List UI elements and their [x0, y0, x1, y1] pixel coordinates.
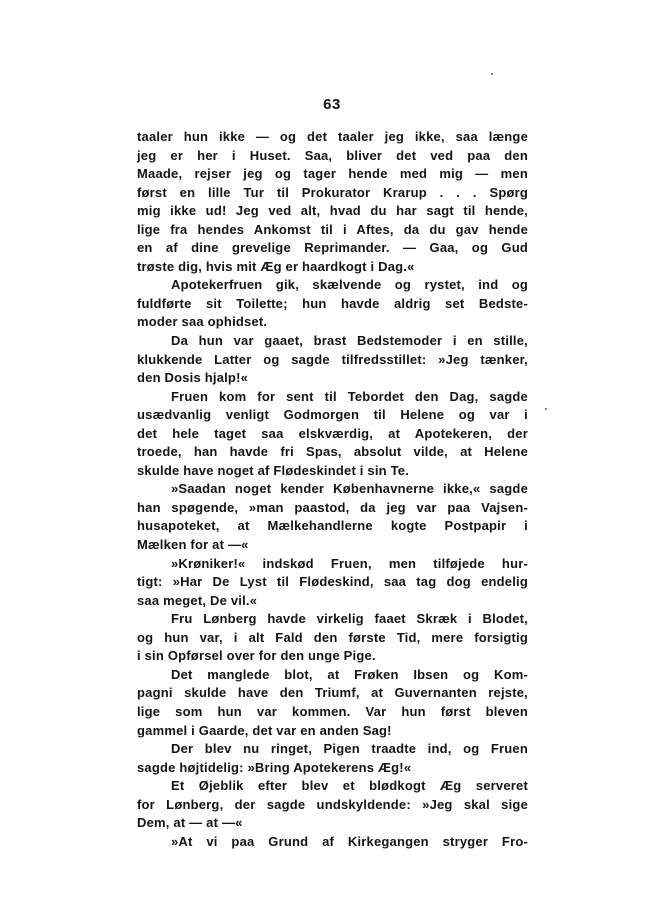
text-line: usædvanlig venligt Godmorgen til Helene og var i — [137, 407, 528, 423]
text-line: Dem, at — at —« — [137, 815, 243, 831]
text-line: »Krøniker!« indskød Fruen, men tilføjede hur- — [171, 555, 528, 571]
text-line: taaler hun ikke — og det taaler jeg ikke, saa længe — [137, 129, 528, 144]
page-number: 63 — [323, 96, 341, 113]
text-line: skulde have noget af Flødeskindet i sin Te. — [137, 462, 410, 478]
text-line: lige fra hendes Ankomst til i Aftes, da du gav hende — [137, 221, 528, 237]
text-line: det hele taget saa elskværdig, at Apotekeren, der — [137, 425, 528, 441]
text-line: moder saa ophidset. — [137, 314, 268, 330]
text-line: Fru Lønberg havde virkelig faaet Skræk i Blodet, — [171, 611, 528, 627]
text-line: troede, han havde fri Spas, absolut vilde, at Helene — [137, 444, 528, 460]
text-line: en af dine grevelige Reprimander. — Gaa, og Gud — [137, 240, 528, 256]
body-text — [137, 128, 528, 851]
text-line: tigt: »Har De Lyst til Flødeskind, saa tag dog endelig — [137, 574, 528, 590]
text-line: pagni skulde have den Triumf, at Guvernanten rejste, — [137, 685, 528, 701]
text-line: »Saadan noget kender Københavnerne ikke,« sagde — [171, 481, 528, 497]
text-line: Da hun var gaaet, brast Bedstemoder i en stille, — [171, 333, 528, 349]
text-line: han spøgende, »man paastod, da jeg var paa Vajsen- — [137, 499, 528, 515]
text-line: den Dosis hjalp!« — [137, 370, 249, 386]
text-line: jeg er her i Huset. Saa, bliver det ved paa den — [137, 147, 528, 163]
text-line: Der blev nu ringet, Pigen traadte ind, og Fruen — [171, 741, 528, 757]
scan-speck — [491, 73, 493, 75]
text-line: trøste dig, hvis mit Æg er haardkogt i Dag.« — [137, 258, 415, 274]
scan-speck — [545, 408, 547, 410]
text-line: Apotekerfruen gik, skælvende og rystet, ind og — [171, 277, 528, 293]
text-line: for Lønberg, der sagde undskyldende: »Jeg skal sige — [137, 796, 528, 812]
text-line: sagde højtidelig: »Bring Apotekerens Æg!« — [137, 759, 412, 775]
text-line: Et Øjeblik efter blev et blødkogt Æg serveret — [171, 778, 528, 794]
text-line: fuldførte sit Toilette; hun havde aldrig set Bedste- — [137, 295, 528, 311]
text-line: Fruen kom for sent til Tebordet den Dag, sagde — [171, 388, 528, 404]
text-line: gammel i Gaarde, det var en anden Sag! — [137, 722, 392, 738]
text-line: lige som hun var kommen. Var hun først bleven — [137, 703, 528, 719]
text-line: Mælken for at —« — [137, 537, 249, 553]
text-line: først en lille Tur til Prokurator Krarup . . . Spørg — [137, 184, 528, 200]
text-line: »At vi paa Grund af Kirkegangen stryger Fro- — [171, 833, 528, 849]
text-line: Det manglede blot, at Frøken Ibsen og Kom- — [171, 666, 528, 682]
text-line: Maade, rejser jeg og tager hende med mig — men — [137, 166, 528, 182]
text-line: husapoteket, at Mælkehandlerne kogte Postpapir i — [137, 518, 528, 534]
text-line: mig ikke ud! Jeg ved alt, hvad du har sagt til hende, — [137, 203, 528, 219]
text-line: saa meget, De vil.« — [137, 592, 258, 608]
text-line: og hun var, i alt Fald den første Tid, mere forsigtig — [137, 629, 528, 645]
text-line: klukkende Latter og sagde tilfredsstillet: »Jeg tænker, — [137, 351, 528, 367]
text-line: i sin Opførsel over for den unge Pige. — [137, 648, 376, 664]
